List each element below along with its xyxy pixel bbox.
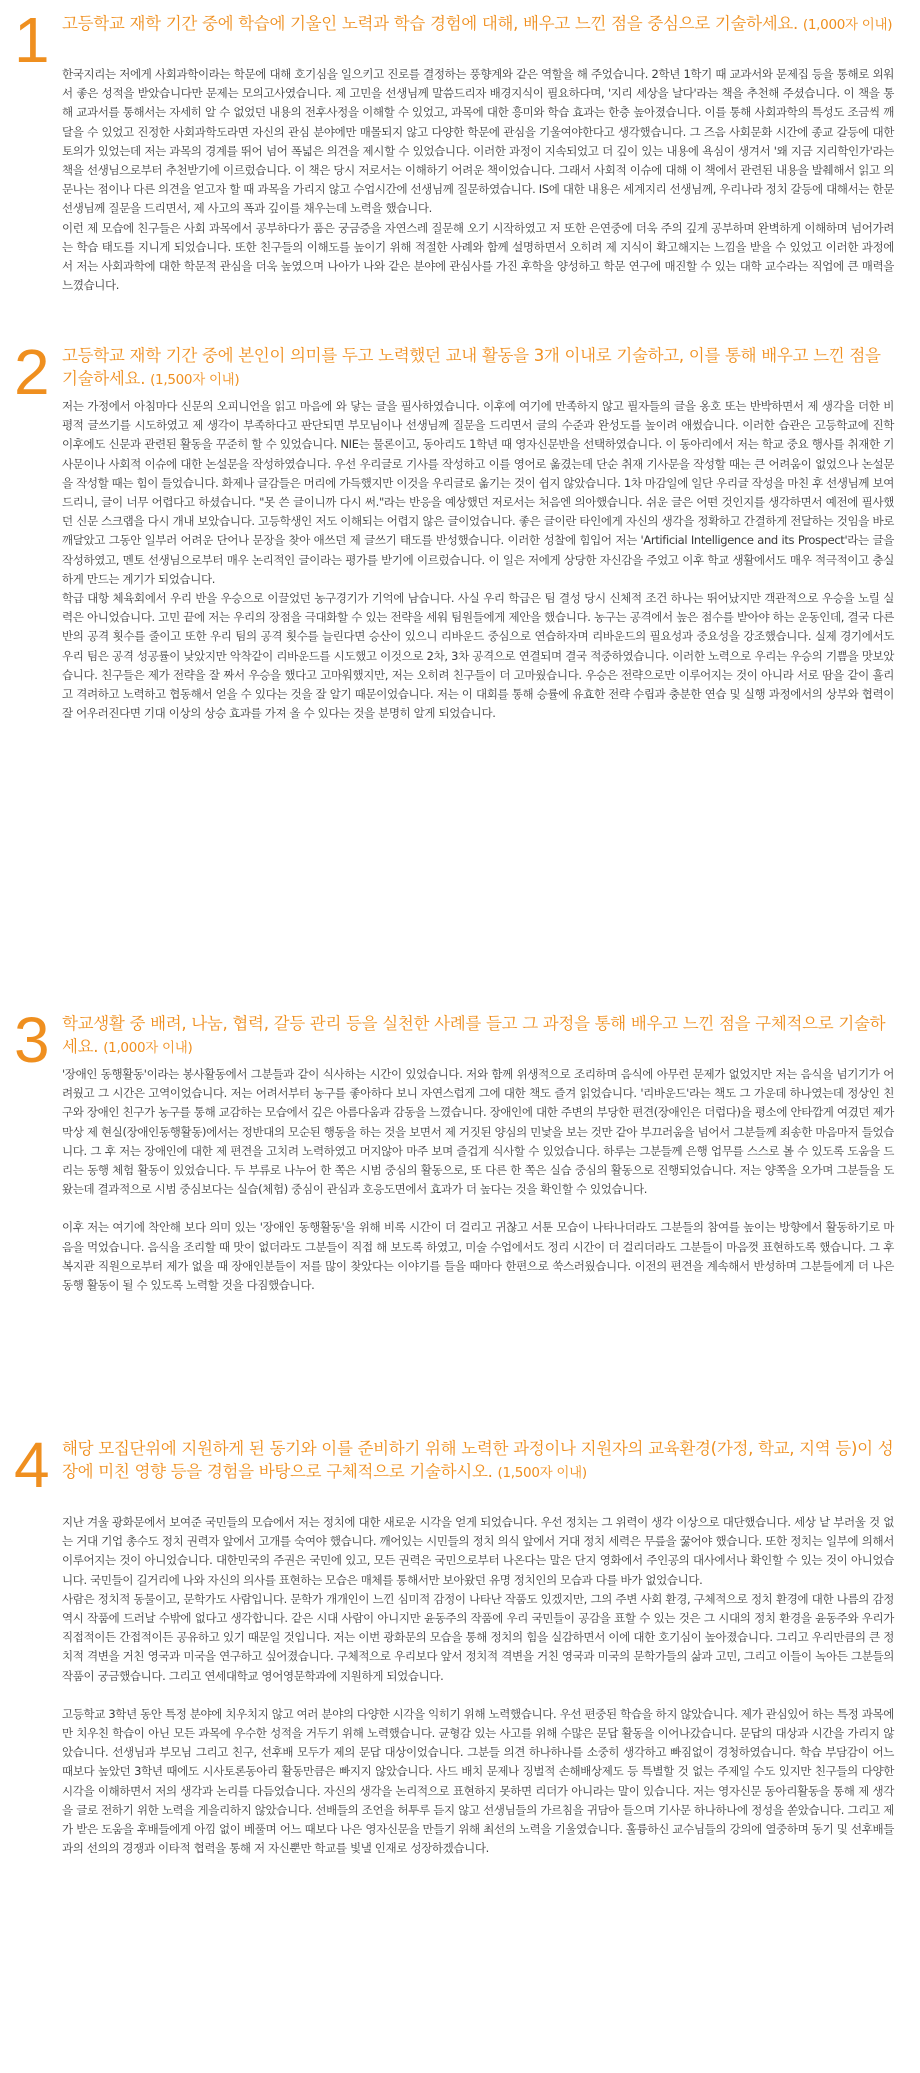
question-number: 1	[14, 4, 50, 76]
answer-paragraph: 한국지리는 저에게 사회과학이라는 학문에 대해 호기심을 일으키고 진로를 결정하는 풍향계와 같은 역할을 해 주었습니다. 2학년 1학기 때 교과서와 문제집 등을 통해로 외워서 좋은 성적을 받았습니다만 문제는 모의고사였습니다. 제 고민을 선생님께 말씀드리자 배경지식이 필요하다며, '지리 세상을 날다'라는 책을 추천해 주셨습니다. 이 책을 통해 교과서를 통해서는 자세히 알 수 없었던 내용의 전후사정을 이해할 수 있었고, 과목에 대한 흥미와 학습 효과는 한층 높아졌습니다. 이를 통해 사회과학의 특성도 조금씩 깨달을 수 있었고 진정한 사회과학도라면 자신의 관심 분야에만 매몰되지 않고 다양한 학문에 관심을 기울여야한다고 생각했습니다. 그 즈음 사회문화 시간에 종교 갈등에 대한 토의가 있었는데 저는 과목의 경계를 뛰어 넘어 폭넓은 의견을 제시할 수 있었습니다. 이러한 과정이 지속되었고 더 깊이 있는 내용에 욕심이 생겨서 '왜 지금 지리학인가'라는 책을 선생님으로부터 추천받기에 이르렀습니다. 이 책은 당시 저로서는 이해하기 어려운 책이었습니다. 그래서 사회적 이슈에 대해 이 책에서 관련된 내용을 발췌해서 읽고 의문나는 점이나 다른 의견을 얻고자 할 때 과목을 가리지 않고 수업시간에 선생님께 질문하였습니다. IS에 대한 내용은 세계지리 선생님께, 우리나라 정치 갈등에 대해서는 한문 선생님께 질문을 드리면서, 제 사고의 폭과 깊이를 채우는데 노력을 했습니다.	[62, 67, 894, 216]
answer-paragraph: 지난 겨울 광화문에서 보여준 국민들의 모습에서 저는 정치에 대한 새로운 시각을 얻게 되었습니다. 우선 정치는 그 위력이 생각 이상으로 대단했습니다. 세상 낱 부러울 것 없는 거대 기업 총수도 정치 권력자 앞에서 고개를 숙여야 했습니다. 깨어있는 시민들의 정치 의식 앞에서 거대 정치 세력은 무릎을 꿇어야 했습니다. 또한 정치는 일부에 의해서 이루어지는 것이 아니었습니다. 대한민국의 주권은 국민에 있고, 모든 권력은 국민으로부터 나온다는 말은 단지 영화에서 주인공의 대사에서나 확인할 수 있는 것이 아니었습니다. 국민들이 길거리에 나와 자신의 의사를 표현하는 모습은 매체를 통해서만 보아왔던 유명 정치인의 모습과 다를 바가 없었습니다.	[62, 1515, 894, 1587]
question-title-text: 학교생활 중 배려, 나눔, 협력, 갈등 관리 등을 실천한 사례를 들고 그 과정을 통해 배우고 느낀 점을 구체적으로 기술하세요.	[62, 1014, 886, 1056]
answer-paragraph: 사람은 정치적 동물이고, 문학가도 사람입니다. 문학가 개개인이 느낀 심미적 감정이 나타난 작품도 있겠지만, 그의 주변 사회 환경, 구체적으로 정치 환경에 대한 나름의 감정 역시 작품에 드러날 수밖에 없다고 생각합니다. 같은 시대 사람이 아니지만 윤동주의 작품에 우리 국민들이 공감을 표할 수 있는 것은 그 시대의 정치 환경을 윤동주와 우리가 직접적이든 간접적이든 공유하고 있기 때문일 것입니다. 저는 이번 광화문의 모습을 통해 정치의 힘을 실감하면서 이에 대한 호기심이 높아졌습니다. 그리고 우리만큼의 큰 정치적 격변을 거친 영국과 미국을 연구하고 싶어졌습니다. 구체적으로 우리보다 앞서 정치적 격변을 거친 영국과 미국의 문학가들의 삶과 고민, 그리고 이들이 녹아든 그분들의 작품이 궁금했습니다. 그리고 연세대학교 영어영문학과에 지원하게 되었습니다.	[62, 1591, 894, 1683]
question-title-text: 고등학교 재학 기간 중에 학습에 기울인 노력과 학습 경험에 대해, 배우고 느낀 점을 중심으로 기술하세요.	[62, 14, 798, 33]
question-title	[62, 344, 894, 392]
answer-body	[62, 397, 894, 723]
answer-body	[62, 1513, 894, 1858]
character-limit: (1,500자 이내)	[150, 372, 240, 388]
answer-paragraph: 이후 저는 여기에 착안해 보다 의미 있는 '장애인 동행활동'을 위해 비록 시간이 더 걸리고 귀찮고 서툰 모습이 나타나더라도 그분들의 참여를 높이는 방향에서 활동하기로 마음을 먹었습니다. 음식을 조리할 때 맛이 없더라도 그분들이 직접 해 보도록 하였고, 미술 수업에서도 정리 시간이 더 걸리더라도 그분들이 마음껏 표현하도록 했습니다. 그 후 복지관 직원으로부터 제가 없을 때 장애인분들이 저를 많이 찾았다는 이야기를 들을 때마다 한편으로 쑥스러웠습니다. 이전의 편견을 계속해서 반성하며 그분들에게 더 나은 동행 활동이 될 수 있도록 노력할 것을 다짐했습니다.	[62, 1220, 894, 1293]
question-title	[62, 1012, 894, 1060]
question-title-text: 고등학교 재학 기간 중에 본인이 의미를 두고 노력했던 교내 활동을 3개 이내로 기술하고, 이를 통해 배우고 느낀 점을 기술하세요.	[62, 346, 881, 388]
answer-paragraph: 이런 제 모습에 친구들은 사회 과목에서 공부하다가 품은 궁금증을 자연스레 질문해 오기 시작하였고 저 또한 은연중에 더욱 주의 깊게 공부하며 완벽하게 이해하며 넘어가려는 학습 태도를 지니게 되었습니다. 또한 친구들의 이해도를 높이기 위해 적절한 사례와 함께 설명하면서 오히려 제 지식이 확고해지는 느낌을 받을 수 있었고 이러한 과정에서 저는 사회과학에 대한 학문적 관심을 더욱 높였으며 나아가 나와 같은 분야에 관심사를 가진 후학을 양성하고 학문 연구에 매진할 수 있는 대학 교수라는 직업에 큰 매력을 느꼈습니다.	[62, 220, 894, 293]
question-title-text: 해당 모집단위에 지원하게 된 동기와 이를 준비하기 위해 노력한 과정이나 지원자의 교육환경(가정, 학교, 지역 등)이 성장에 미친 영향 등을 경험을 바탕으로 구체적으로 기술하시오.	[62, 1439, 894, 1481]
answer-paragraph: 저는 가정에서 아침마다 신문의 오피니언을 읽고 마음에 와 닿는 글을 필사하였습니다. 이후에 여기에 만족하지 않고 필자들의 글을 옹호 또는 반박하면서 제 생각을 더한 비평적 글쓰기를 시도하였고 제 생각이 부족하다고 판단되면 부모님이나 선생님께 질문을 드리면서 글의 수준과 완성도를 높이려 애썼습니다. 이러한 습관은 고등학교에 진학 이후에도 신문과 관련된 활동을 꾸준히 할 수 있었습니다. NIE는 물론이고, 동아리도 1학년 때 영자신문반을 선택하였습니다. 이 동아리에서 저는 학교 중요 행사를 취재한 기사문이나 사회적 이슈에 대한 논설문을 작성하였습니다. 우선 우리글로 기사를 작성하고 이를 영어로 옮겼는데 단순 취재 기사문을 작성할 때는 큰 어려움이 없었으나 논설문을 작성할 때는 힘이 들었습니다. 화제나 글감들은 머리에 가득했지만 이것을 우리글로 옮기는 것이 쉽지 않았습니다. 1차 마감일에 일단 우리글 작성을 마친 후 선생님께 보여드리니, 글이 너무 어렵다고 하셨습니다. "못 쓴 글이니까 다시 써."라는 반응을 예상했던 저로서는 처음엔 의아했습니다. 쉬운 글은 어떤 것인지를 생각하면서 예전에 필사했던 신문 스크랩을 다시 개내 보았습니다. 고등학생인 저도 이해되는 어렵지 않은 글이었습니다. 좋은 글이란 타인에게 자신의 생각을 정확하고 간결하게 전달하는 것임을 바로 깨달았고 그동안 일부러 어려운 단어나 문장을 찾아 애쓰던 제 글쓰기 태도를 반성했습니다. 이러한 성찰에 힘입어 저는 'Artificial Intelligence and its Prospect'라는 글을 작성하였고, 멘토 선생님으로부터 매우 논리적인 글이라는 평가를 받기에 이르렀습니다. 이 일은 저에게 상당한 자신감을 주었고 이후 학교 생활에서도 매우 적극적이고 충실하게 만드는 계기가 되었습니다.	[62, 399, 894, 586]
question-number: 3	[14, 1004, 50, 1076]
answer-body	[62, 65, 894, 295]
answer-body	[62, 1065, 894, 1295]
answer-paragraph: 고등학교 3학년 동안 특정 분야에 치우치지 않고 여러 분야의 다양한 시각을 익히기 위해 노력했습니다. 우선 편중된 학습을 하지 않았습니다. 제가 관심있어 하는 특정 과목에만 치우친 학습이 아닌 모든 과목에 우수한 성적을 거두기 위해 노력했습니다. 균형감 있는 사고를 위해 수많은 문답 활동을 이어나갔습니다. 문답의 대상과 시간을 가리지 않았습니다. 선생님과 부모님 그리고 친구, 선후배 모두가 제의 문답 대상이었습니다. 그분들 의견 하나하나를 소중히 생각하고 빠짐없이 경청하였습니다. 학습 부담감이 어느 때보다 높았던 3학년 때에도 시사토론동아리 활동만큼은 빠지지 않았습니다. 사드 배치 문제나 징벌적 손해배상제도 등 특별할 것 없는 주제일 수도 있지만 친구들의 다양한 시각을 이해하면서 저의 생각과 논리를 다듬었습니다. 자신의 생각을 논리적으로 표현하지 못하면 리더가 아니라는 말이 있습니다. 저는 영자신문 동아리활동을 통해 제 생각을 글로 전하기 위한 노력을 게을리하지 않았습니다. 선배들의 조언을 허투루 듣지 않고 선생님들의 가르침을 귀담아 들으며 기사문 하나하나에 정성을 쏟았습니다. 그리고 제가 받은 도움을 후배들에게 아낌 없이 베풀며 어느 때보다 나은 영자신문을 만들기 위해 최선의 노력을 기울였습니다. 훌륭하신 교수님들의 강의에 열중하며 동기 및 선후배들과의 선의의 경쟁과 이타적 협력을 통해 저 자신뿐만 학교를 빛낼 인재로 성장하겠습니다.	[62, 1706, 894, 1856]
character-limit: (1,000자 이내)	[802, 17, 893, 33]
answer-paragraph: 학급 대항 체육회에서 우리 반을 우승으로 이끌었던 농구경기가 기억에 남습니다. 사실 우리 학급은 팀 결성 당시 신체적 조건 하나는 뛰어났지만 객관적으로 우승을 노릴 실력은 아니었습니다. 고민 끝에 저는 우리의 장점을 극대화할 수 있는 전략을 세워 팀원들에게 제안을 했습니다. 농구는 공격에서 높은 점수를 받아야 하는 운동인데, 결국 다른 반의 공격 횟수를 줄이고 또한 우리 팀의 공격 횟수를 늘린다면 승산이 있으니 리바운드 중심으로 연습하자며 리바운드의 필요성과 중요성을 강조했습니다. 실제 경기에서도 우리 팀은 공격 성공률이 낮았지만 악착같이 리바운드를 시도했고 이것으로 2차, 3차 공격으로 연결되며 결국 적중하였습니다. 이러한 노력으로 우리는 우승의 기쁨을 맛보았습니다. 친구들은 제가 전략을 잘 짜서 우승을 했다고 고마워했지만, 저는 오히려 친구들이 더 고마웠습니다. 우승은 전략으로만 이루어지는 것이 아니라 서로 땀을 같이 흘리고 격려하고 노력하고 협동해서 얻을 수 있다는 것을 잘 알기 때문이었습니다. 저는 이 대회를 통해 승률에 유효한 전략 수립과 충분한 연습 및 실행 과정에서의 상부와 협력이 잘 어우러진다면 기대 이상의 상승 효과를 가져 올 수 있다는 것을 분명히 알게 되었습니다.	[62, 591, 894, 721]
question-number: 2	[14, 336, 50, 408]
character-limit: (1,000자 이내)	[103, 1040, 193, 1056]
question-number: 4	[14, 1429, 50, 1501]
answer-paragraph: '장애인 동행활동'이라는 봉사활동에서 그분들과 같이 식사하는 시간이 있었습니다. 저와 함께 위생적으로 조리하며 음식에 아무런 문제가 없었지만 저는 음식을 넘기기가 어려웠고 그 시간은 고역이었습니다. 저는 어려서부터 농구를 좋아하다 보니 자연스럽게 그에 대한 책도 즐겨 읽었습니다. '리바운드'라는 책도 그 가운데 하나였는데 정상인 친구와 장애인 친구가 농구를 통해 교감하는 모습에서 깊은 아름다움과 감동을 느꼈습니다. 장애인에 대한 주변의 부당한 편견(장애인은 더럽다)을 평소에 안타깝게 여겼던 제가 막상 제 현실(장애인동행활동)에서는 정반대의 모순된 행동을 하는 것을 보면서 제 거짓된 양심의 민낯을 보는 것만 같아 부끄러움을 넘어서 그분들께 죄송한 마음마저 들었습니다. 그 후 저는 장애인에 대한 제 편견을 고치려 노력하였고 머지않아 마주 보며 즐겁게 식사할 수 있었습니다. 하루는 그분들께 은행 업무를 스스로 볼 수 있도록 도움을 드리는 동행 체험 활동이 있었습니다. 두 부류로 나누어 한 쪽은 시범 중심의 활동으로, 또 다른 한 쪽은 실습 중심의 활동으로 진행되었습니다. 저는 양쪽을 오가며 그분들을 도왔는데 결과적으로 시범 중심보다는 실습(체험) 중심이 관심과 호응도면에서 효과가 더 높다는 것을 확인할 수 있었습니다.	[62, 1067, 894, 1197]
question-title	[62, 12, 894, 37]
question-title	[62, 1437, 894, 1485]
character-limit: (1,500자 이내)	[497, 1465, 587, 1481]
